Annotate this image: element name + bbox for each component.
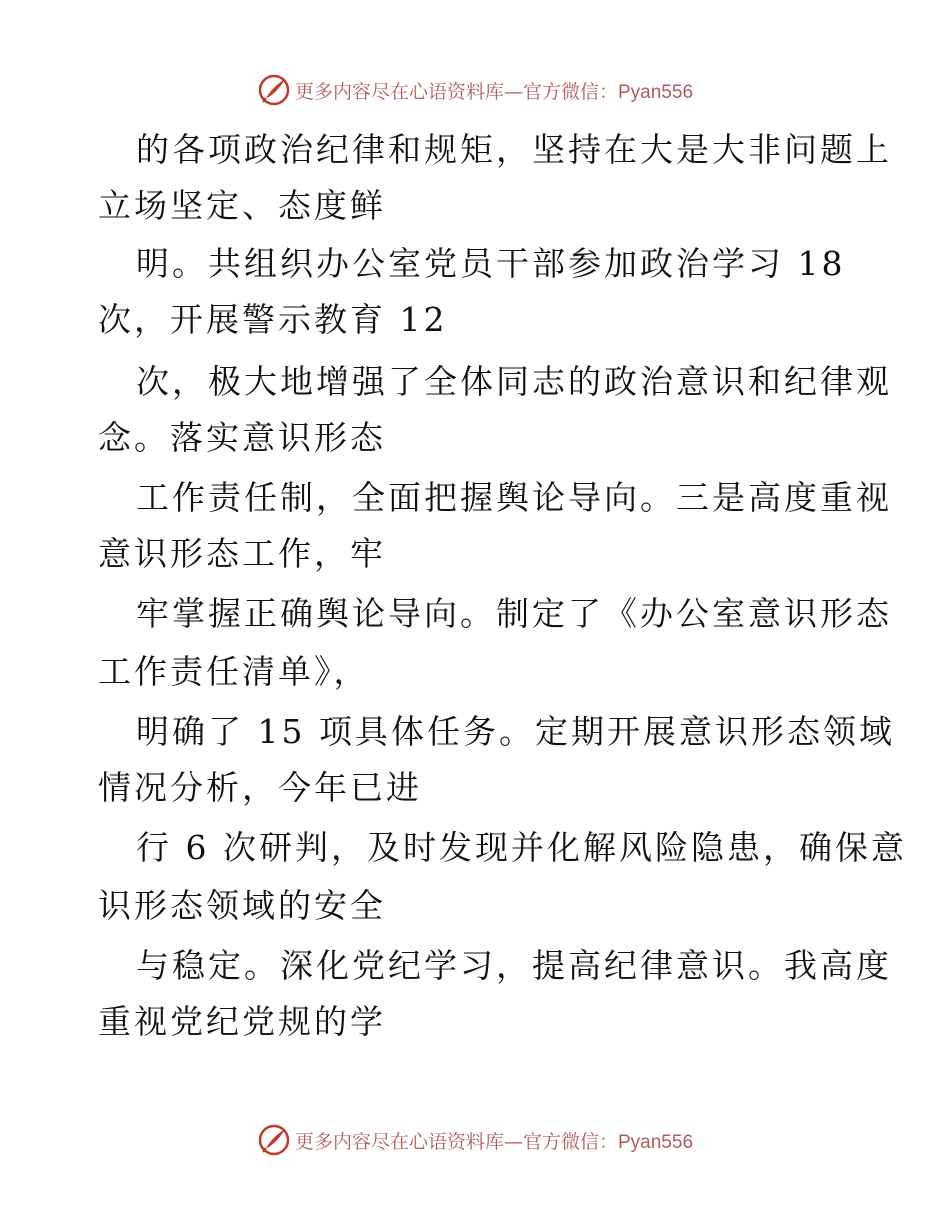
text-line: 行 6 次研判，及时发现并化解风险隐患，确保意 xyxy=(136,828,907,867)
text-line: 的各项政治纪律和规矩，坚持在大是大非问题上 xyxy=(136,130,892,169)
text-line: 念。落实意识形态 xyxy=(98,418,386,457)
text-line: 情况分析，今年已进 xyxy=(98,768,422,807)
banner-dash: — xyxy=(503,1130,523,1153)
text-line: 意识形态工作，牢 xyxy=(98,534,386,573)
text-line: 与稳定。深化党纪学习，提高纪律意识。我高度 xyxy=(136,946,892,985)
text-line: 明。共组织办公室党员干部参加政治学习 18 xyxy=(136,244,846,283)
text-line: 明确了 15 项具体任务。定期开展意识形态领域 xyxy=(136,712,895,751)
text-line: 次，极大地增强了全体同志的政治意识和纪律观 xyxy=(136,362,892,401)
banner-text xyxy=(295,1127,693,1154)
feather-logo-icon xyxy=(257,73,291,107)
banner-wechat-id: Pyan556 xyxy=(618,1131,694,1153)
banner-wechat-id: Pyan556 xyxy=(618,81,694,103)
banner-text xyxy=(295,77,693,104)
feather-logo-icon xyxy=(257,1123,291,1157)
banner-wechat-label: 官方微信： xyxy=(522,80,618,103)
text-line: 工作责任清单》， xyxy=(98,652,370,691)
banner-slogan: 更多内容尽在心语资料库 xyxy=(294,80,504,103)
text-line: 识形态领域的安全 xyxy=(98,886,386,925)
header-watermark-banner xyxy=(0,70,950,110)
banner-dash: — xyxy=(503,80,523,103)
text-line: 立场坚定、态度鲜 xyxy=(98,186,386,225)
text-line: 牢掌握正确舆论导向。制定了《办公室意识形态 xyxy=(136,594,892,633)
footer-watermark-banner xyxy=(0,1120,950,1160)
text-line: 重视党纪党规的学 xyxy=(98,1002,386,1041)
text-line: 次，开展警示教育 12 xyxy=(98,300,448,339)
text-line: 工作责任制，全面把握舆论导向。三是高度重视 xyxy=(136,478,892,517)
banner-slogan: 更多内容尽在心语资料库 xyxy=(294,1130,504,1153)
banner-wechat-label: 官方微信： xyxy=(522,1130,618,1153)
